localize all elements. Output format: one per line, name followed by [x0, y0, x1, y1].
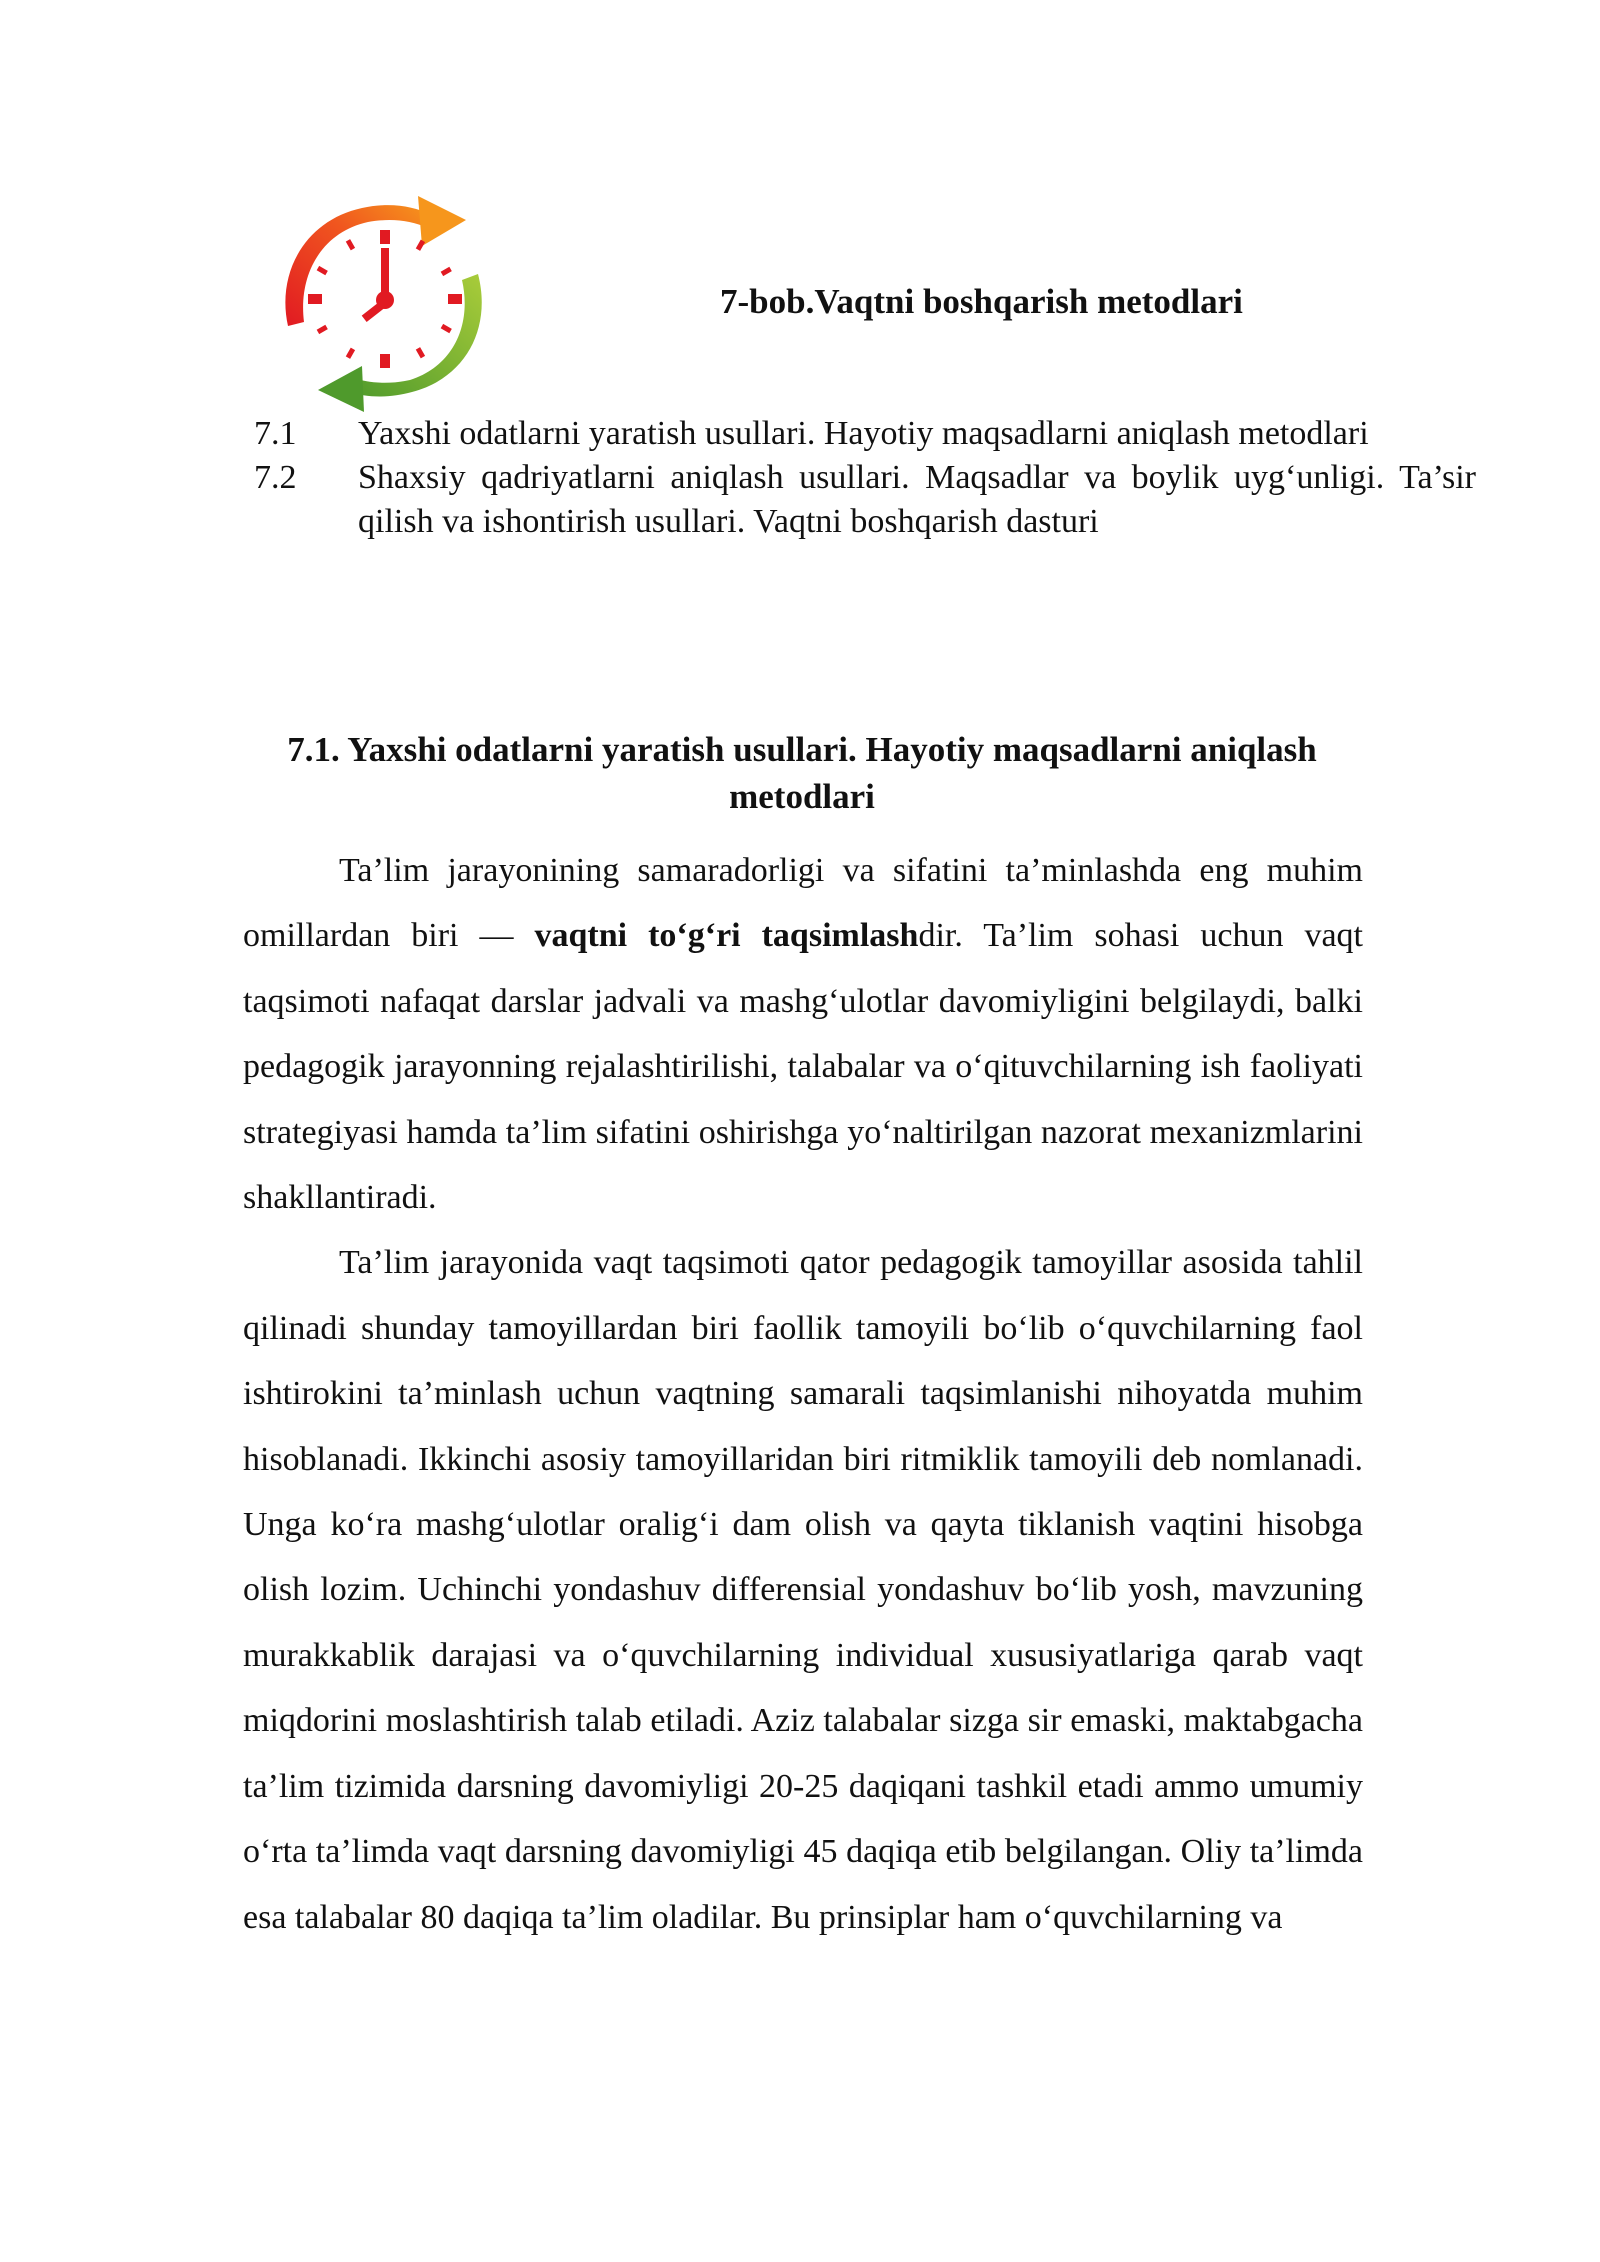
paragraph-text: dir. Ta’lim sohasi uchun vaqt taqsimoti nafaqat darslar jadvali va mashg‘ulotlar davomiyligini belgilaydi, balki pedagogik jarayonning rejalashtirilishi, talabalar va o‘qituvchilarning ish faoliyati strategiyasi hamda ta’lim sifatini oshirishga yo‘naltirilgan nazorat mexanizmlarini shakllantiradi. [243, 917, 1363, 1217]
paragraph [243, 838, 1363, 1230]
chapter-title: 7-bob.Vaqtni boshqarish metodlari [720, 282, 1243, 321]
toc-item-number: 7.2 [254, 459, 297, 496]
table-of-contents [254, 412, 1476, 544]
paragraph: Ta’lim jarayonida vaqt taqsimoti qator pedagogik tamoyillar asosida tahlil qilinadi shunday tamoyillardan biri faollik tamoyili bo‘lib o‘quvchilarning faol ishtirokini ta’minlash uchun vaqtning samarali taqsimlanishi nihoyatda muhim hisoblanadi. Ikkinchi asosiy tamoyillaridan biri ritmiklik tamoyili deb nomlanadi. Unga ko‘ra mashg‘ulotlar oralig‘i dam olish va qayta tiklanish vaqtini hisobga olish lozim. Uchinchi yondashuv differensial yondashuv bo‘lib yosh, mavzuning murakkablik darajasi va o‘quvchilarning individual xususiyatlariga qarab vaqt miqdorini moslashtirish talab etiladi. Aziz talabalar sizga sir emaski, maktabgacha ta’lim tizimida darsning davomiyligi 20-25 daqiqani tashkil etadi ammo umumiy o‘rta ta’limda vaqt darsning davomiyligi 45 daqiqa etib belgilangan. Oliy ta’limda esa talabalar 80 daqiqa ta’lim oladilar. Bu prinsiplar ham o‘quvchilarning va [243, 1244, 1363, 1936]
toc-item-text: Shaxsiy qadriyatlarni aniqlash usullari. Maqsadlar va boylik uyg‘unligi. Ta’sir qilish va ishontirish usullari. Vaqtni boshqarish dasturi [358, 459, 1476, 540]
body-text [243, 838, 1363, 1950]
toc-item-text: Yaxshi odatlarni yaratish usullari. Hayotiy maqsadlarni aniqlash metodlari [358, 415, 1369, 452]
toc-item-number: 7.1 [254, 415, 297, 452]
toc-item [254, 412, 1476, 456]
bold-term: vaqtni to‘g‘ri taqsimlash [534, 917, 919, 955]
paragraph-text: Ta’lim jarayonining samaradorligi va sifatini ta’minlashda eng muhim omillardan biri — [243, 852, 1363, 955]
section-title: 7.1. Yaxshi odatlarni yaratish usullari. Hayotiy maqsadlarni aniqlash metodlari [287, 730, 1317, 816]
clock-refresh-icon [272, 194, 500, 416]
toc-item [254, 456, 1476, 544]
